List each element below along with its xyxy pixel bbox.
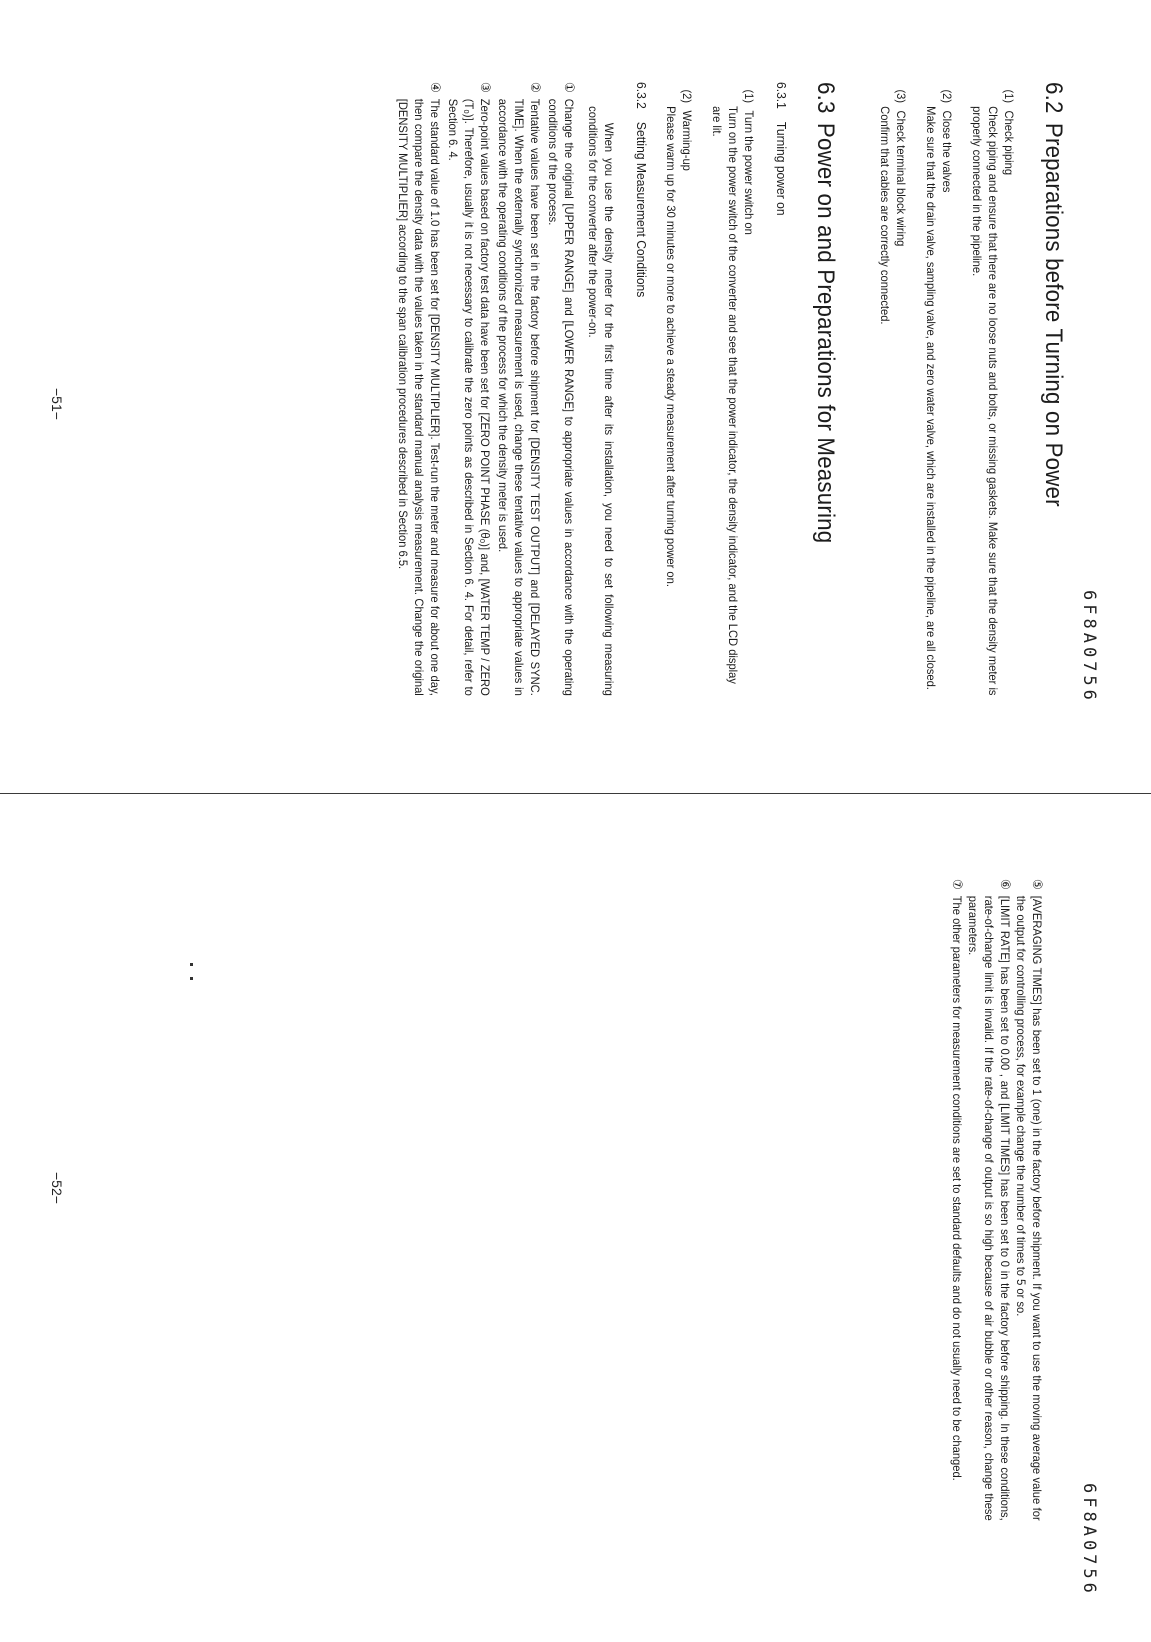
step-body: Check piping and ensure that there are no loose nuts and bolts, or missing gaskets. Make sure that the density meter is properly connected in the pipeline.	[970, 106, 1000, 696]
scan-speck	[190, 963, 193, 966]
list-item	[949, 879, 965, 1521]
page-number: −52−	[49, 1172, 65, 1204]
page-divider	[0, 793, 1151, 794]
list-item	[395, 82, 443, 696]
document-number: 6F8A0756	[1079, 590, 1099, 704]
step-warming-up	[663, 89, 695, 695]
document-number: 6F8A0756	[1079, 1483, 1099, 1597]
step-check-wiring	[877, 89, 909, 695]
page-52	[0, 805, 1151, 1642]
subsection-6-3-1-heading	[773, 82, 789, 696]
list-item	[965, 879, 1013, 1521]
step-number: (1)	[742, 89, 756, 104]
section-number: 6.3	[812, 82, 839, 114]
step-body: Confirm that cables are correctly connected.	[878, 106, 892, 325]
list-item	[445, 82, 493, 696]
list-item	[1013, 879, 1045, 1521]
subsection-number: 6.3.2	[634, 82, 649, 109]
section-6-3-heading	[811, 82, 839, 696]
scan-speck	[190, 977, 193, 980]
circled-number-2: ②	[528, 82, 543, 93]
circled-number-5: ⑤	[1030, 879, 1045, 890]
step-title: Check terminal block wiring	[894, 110, 908, 247]
measurement-conditions-intro: When you use the density meter for the first time after its installation, you need to set following measuring conditions for the converter after the power-on.	[586, 106, 616, 696]
step-number: (2)	[940, 89, 954, 104]
list-item-text: [LIMIT RATE] has been set to 0.00 , and [LIMIT TIMES] has been set to 0 in the factory before shipping. In these conditions, rate-of-change limit is invalid. If the rate-of-change of output is so high because of air bubble or other reason, change these parameters.	[966, 895, 1012, 1521]
subsection-title: Setting Measurement Conditions	[634, 121, 649, 298]
step-number: (2)	[680, 89, 694, 104]
list-item	[545, 82, 577, 696]
step-number: (1)	[1002, 89, 1016, 104]
page-number: −51−	[49, 388, 65, 420]
step-title: Turn the power switch on	[742, 110, 756, 235]
step-power-switch	[709, 89, 757, 695]
subsection-number: 6.3.1	[774, 82, 789, 109]
step-heading	[939, 89, 955, 695]
circled-number-3: ③	[478, 82, 493, 93]
section-6-2-heading	[1039, 82, 1067, 696]
circled-number-4: ④	[428, 82, 443, 93]
circled-number-6: ⑥	[998, 879, 1013, 890]
subsection-6-3-2-heading	[633, 82, 649, 696]
list-item-text: Tentative values have been set in the factory before shipment for [DENSITY TEST OUTPUT] and [DELAYED SYNC. TIME]. When the externally synchronized measurement is used, change these tentative values to appropriate values in accordance with the operating conditions of the process for which the density meter is used.	[496, 98, 542, 696]
step-heading	[679, 89, 695, 695]
circled-number-1: ①	[562, 82, 577, 93]
circled-number-7: ⑦	[950, 879, 965, 890]
list-item-text: Zero-point values based on factory test data have been set for [ZERO POINT PHASE (θ₀)] and, [WATER TEMP / ZERO (T₀)]. Therefore, usually it is not necessary to calibrate the zero points as described in Section 6. 4. For detail, refer to Section 6. 4.	[446, 98, 492, 696]
list-item	[495, 82, 543, 696]
page-51	[0, 0, 1151, 805]
page-52-content	[949, 879, 1045, 1521]
step-title: Warming-up	[680, 110, 694, 171]
section-number: 6.2	[1040, 82, 1067, 114]
subsection-title: Turning power on	[774, 121, 789, 216]
step-check-piping	[969, 89, 1017, 695]
page-51-content	[393, 82, 1067, 696]
step-body: Make sure that the drain valve, sampling valve, and zero water valve, which are installed in the pipeline, are all closed.	[924, 106, 938, 690]
list-item-text: [AVERAGING TIMES] has been set to 1 (one) in the factory before shipment. If you want to use the moving average value for the output for controlling process, for example change the number of times to 5 or so.	[1014, 895, 1044, 1521]
step-heading	[1001, 89, 1017, 695]
step-heading	[893, 89, 909, 695]
step-body: Please warm up for 30 minutes or more to achieve a steady measurement after turning power on.	[664, 106, 678, 587]
list-item-text: The other parameters for measurement conditions are set to standard defaults and do not usually need to be changed.	[950, 895, 964, 1481]
step-body: Turn on the power switch of the converter and see that the power indicator, the density indicator, and the LCD display are lit.	[710, 106, 740, 684]
section-title: Power on and Preparations for Measuring	[812, 122, 839, 544]
section-title: Preparations before Turning on Power	[1040, 122, 1067, 507]
step-heading	[741, 89, 757, 695]
list-item-text: The standard value of 1.0 has been set for [DENSITY MULTIPLIER]. Test-run the meter and measure for about one day, then compare the density data with the values taken in the standard manual analysis measurement. Change the original [DENSITY MULTIPLIER] according to the span calibration procedures described in Section 6.5.	[396, 98, 442, 696]
step-number: (3)	[894, 89, 908, 104]
step-title: Close the valves	[940, 110, 954, 193]
step-close-valves	[923, 89, 955, 695]
step-title: Check piping	[1002, 110, 1016, 176]
list-item-text: Change the original [UPPER RANGE] and [LOWER RANGE] to appropriate values in accordance with the operating conditions of the process.	[546, 98, 576, 696]
